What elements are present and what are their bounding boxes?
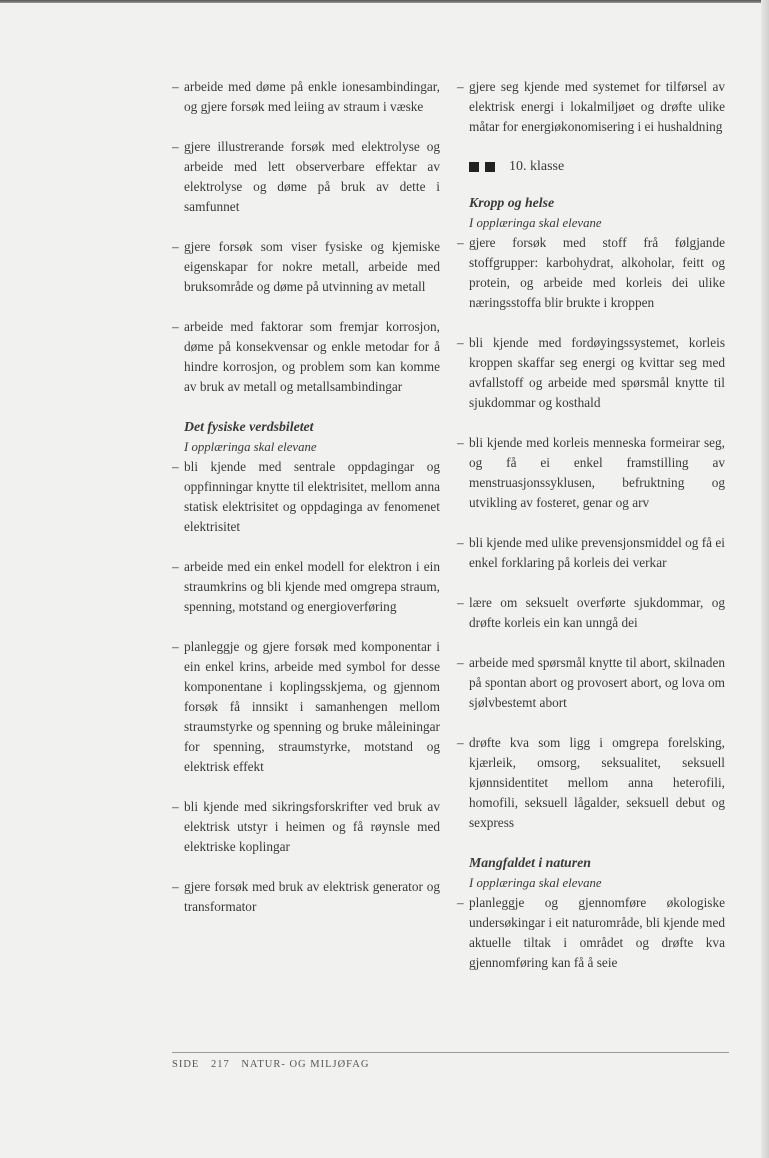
- list-item: [172, 237, 440, 297]
- list-item: [172, 637, 440, 777]
- list-item: [172, 77, 440, 117]
- dash: –: [457, 535, 464, 550]
- dash: –: [457, 79, 464, 94]
- page-footer: [172, 1059, 377, 1070]
- list-item: [457, 733, 725, 833]
- list-item: [172, 877, 440, 917]
- item-text: planleggje og gjere forsøk med komponentar i ein enkel krins, arbeide med symbol for desse komponentane i koplingsskjema, og gjennom forsøk få innsikt i samanhengen mellom straumstyrke og spenning og bruke måleiningar for spenning, straumstyrke, motstand og elektrisk effekt: [184, 639, 440, 774]
- dash: –: [172, 639, 179, 654]
- dash: –: [172, 459, 179, 474]
- list-item: [172, 137, 440, 217]
- square-bullet-icon: [469, 162, 479, 172]
- list-item: [457, 653, 725, 713]
- item-text: arbeide med spørsmål knytte til abort, skilnaden på spontan abort og provosert abort, og lova om sjølvbestemt abort: [469, 655, 725, 710]
- item-text: bli kjende med korleis menneska formeirar seg, og få ei enkel framstilling av menstruasjonssyklusen, befruktning og utvikling av fosteret, genar og arv: [469, 435, 725, 510]
- dash: –: [457, 235, 464, 250]
- list-item: [457, 533, 725, 573]
- section-intro: I opplæringa skal elevane: [184, 440, 317, 454]
- dash: –: [172, 239, 179, 254]
- item-text: gjere illustrerande forsøk med elektrolyse og arbeide med lett observerbare effektar av elektrolyse og døme på bruk av dette i samfunnet: [184, 139, 440, 214]
- list-item: [172, 317, 440, 397]
- item-text: bli kjende med fordøyingssystemet, korleis kroppen skaffar seg energi og kvittar seg med avfallstoff og arbeide med spørsmål knytte til sjukdommar og kosthald: [469, 335, 725, 410]
- list-item: [172, 797, 440, 857]
- item-text: bli kjende med sikringsforskrifter ved bruk av elektrisk utstyr i heimen og få røynsle med elektriske koplingar: [184, 799, 440, 854]
- section-intro: I opplæringa skal elevane: [469, 216, 602, 230]
- item-text: gjere forsøk med bruk av elektrisk generator og transformator: [184, 879, 440, 914]
- footer-subject: NATUR- OG MILJØFAG: [241, 1059, 370, 1070]
- dash: –: [172, 139, 179, 154]
- dash: –: [457, 335, 464, 350]
- section-intro: I opplæringa skal elevane: [469, 876, 602, 890]
- item-text: planleggje og gjennomføre økologiske undersøkingar i eit naturområde, bli kjende med aktuelle tiltak i området og drøfte kva gjennomføring kan få å seie: [469, 895, 725, 970]
- grade-heading: [469, 157, 725, 177]
- list-item: [457, 593, 725, 633]
- footer-page-number: 217: [210, 1059, 230, 1070]
- dash: –: [172, 79, 179, 94]
- grade-label: 10. klasse: [509, 159, 565, 174]
- right-column: [457, 77, 725, 993]
- left-column: [172, 77, 440, 937]
- list-item: [457, 893, 725, 973]
- item-text: drøfte kva som ligg i omgrepa forelsking, kjærleik, omsorg, seksualitet, seksuell kjønnsidentitet mellom anna heterofili, homofili, seksuell lågalder, seksuell debut og sexpress: [469, 735, 725, 830]
- section-heading: Kropp og helse: [469, 195, 555, 210]
- dash: –: [457, 595, 464, 610]
- dash: –: [457, 655, 464, 670]
- dash: –: [172, 799, 179, 814]
- page-edge-shadow: [761, 0, 769, 1158]
- item-text: gjere seg kjende med systemet for tilførsel av elektrisk energi i lokalmiljøet og drøfte ulike måtar for energiøkonomisering i ei hushaldning: [469, 79, 725, 134]
- square-bullet-icon: [485, 162, 495, 172]
- dash: –: [172, 319, 179, 334]
- dash: –: [457, 735, 464, 750]
- item-text: gjere forsøk som viser fysiske og kjemiske eigenskapar for nokre metall, arbeide med bruksområde og døme på utvinning av metall: [184, 239, 440, 294]
- dash: –: [457, 435, 464, 450]
- dash: –: [172, 559, 179, 574]
- item-text: arbeide med ein enkel modell for elektron i ein straumkrins og bli kjende med omgrepa straum, spenning, motstand og energioverføring: [184, 559, 440, 614]
- item-text: lære om seksuelt overførte sjukdommar, og drøfte korleis ein kan unngå dei: [469, 595, 725, 630]
- footer-rule: [172, 1052, 729, 1053]
- item-text: gjere forsøk med stoff frå følgjande stoffgrupper: karbohydrat, alkoholar, feitt og protein, og arbeide med korleis dei ulike næringsstoffa blir brukte i kroppen: [469, 235, 725, 310]
- dash: –: [457, 895, 464, 910]
- item-text: arbeide med døme på enkle ionesambindingar, og gjere forsøk med leiing av straum i væske: [184, 79, 440, 114]
- top-rule: [0, 0, 769, 3]
- item-text: arbeide med faktorar som fremjar korrosjon, døme på konsekvensar og enkle metodar for å hindre korrosjon, og problem som kan komme av bruk av metall og metallsambindingar: [184, 319, 440, 394]
- list-item: [457, 77, 725, 137]
- section-heading: Mangfaldet i naturen: [469, 855, 591, 870]
- item-text: bli kjende med ulike prevensjonsmiddel og få ei enkel forklaring på korleis dei verkar: [469, 535, 725, 570]
- dash: –: [172, 879, 179, 894]
- item-text: bli kjende med sentrale oppdagingar og oppfinningar knytte til elektrisitet, mellom anna statisk elektrisitet og oppdaginga av fenomenet elektrisitet: [184, 459, 440, 534]
- section-heading: Det fysiske verdsbiletet: [184, 419, 314, 434]
- list-item: [457, 333, 725, 413]
- list-item: [457, 433, 725, 513]
- list-item: [457, 233, 725, 313]
- list-item: [172, 557, 440, 617]
- footer-side-label: SIDE: [172, 1059, 200, 1070]
- list-item: [172, 457, 440, 537]
